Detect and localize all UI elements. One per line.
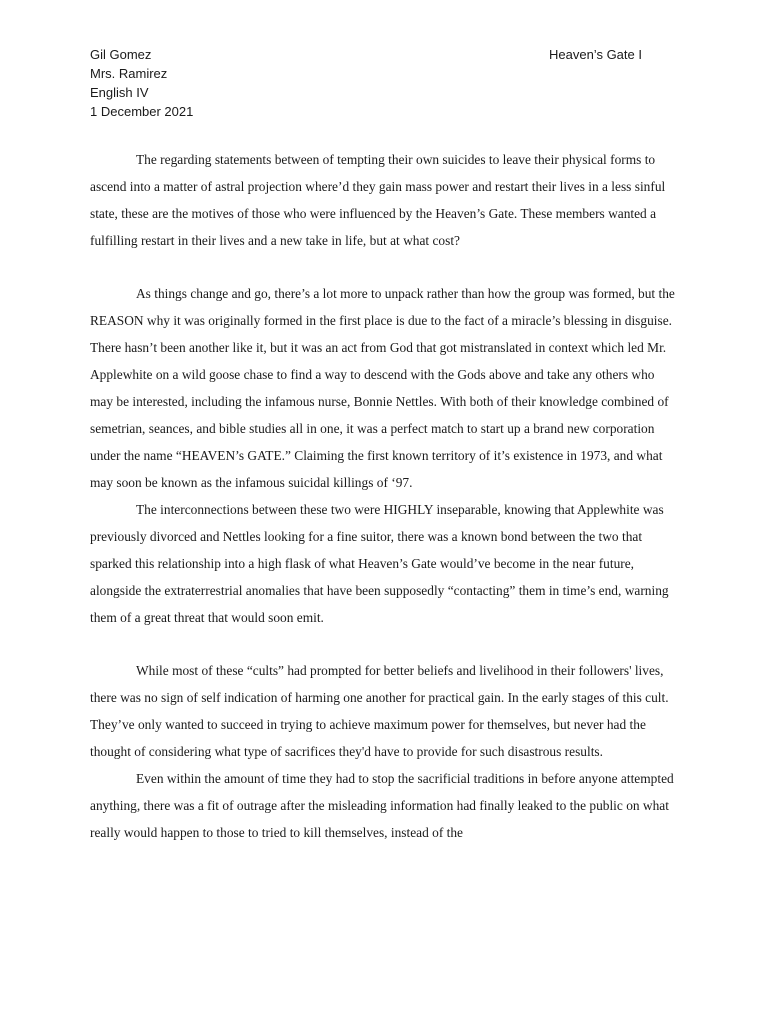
paragraph-5: Even within the amount of time they had to stop the sacrificial traditions in before anyone attempted anything, there was a fit of outrage after the misleading information had finally leaked to the public on what really would happen to those to tried to kill themselves, instead of the	[90, 771, 674, 840]
paragraph-1: The regarding statements between of tempting their own suicides to leave their physical forms to ascend into a matter of astral projection where’d they gain mass power and restart their lives in a less sinful state, these are the motives of those who were influenced by the Heaven’s Gate. These members wanted a fulfilling restart in their lives and a new take in life, but at what cost?	[90, 152, 666, 248]
running-head: Heaven’s Gate I	[549, 47, 642, 62]
paragraph-4: While most of these “cults” had prompted for better beliefs and livelihood in their followers' lives, there was no sign of self indication of harming one another for practical gain. In the early stages of this cult. They’ve only wanted to succeed in trying to achieve maximum power for themselves, but never had the thought of considering what type of sacrifices they'd have to provide for such disastrous results.	[90, 663, 669, 759]
paragraph-3: The interconnections between these two were HIGHLY inseparable, knowing that Applewhite was previously divorced and Nettles looking for a fine suitor, there was a known bond between the two that sparked this relationship into a high flask of what Heaven’s Gate would’ve become in the near future, alongside the extraterrestrial anomalies that have been supposedly “contacting” them in time’s end, warning them of a great threat that would soon emit.	[90, 502, 669, 625]
heading-block	[90, 45, 193, 121]
course-name: English IV	[90, 85, 149, 100]
essay-body	[90, 146, 680, 846]
author-name: Gil Gomez	[90, 47, 152, 62]
essay-date: 1 December 2021	[90, 104, 194, 119]
paragraph-2: As things change and go, there’s a lot more to unpack rather than how the group was formed, but the REASON why it was originally formed in the first place is due to the fact of a miracle’s blessing in disguise. There hasn’t been another like it, but it was an act from God that got mistranslated in context which led Mr. Applewhite on a wild goose chase to find a way to descend with the Gods above and take any others who may be interested, including the infamous nurse, Bonnie Nettles. With both of their knowledge combined of semetrian, seances, and bible studies all in one, it was a perfect match to start up a brand new corporation under the name “HEAVEN’s GATE.” Claiming the first known territory of it’s existence in 1973, and what may soon be known as the infamous suicidal killings of ‘97.	[90, 286, 675, 490]
teacher-name: Mrs. Ramirez	[90, 66, 168, 81]
